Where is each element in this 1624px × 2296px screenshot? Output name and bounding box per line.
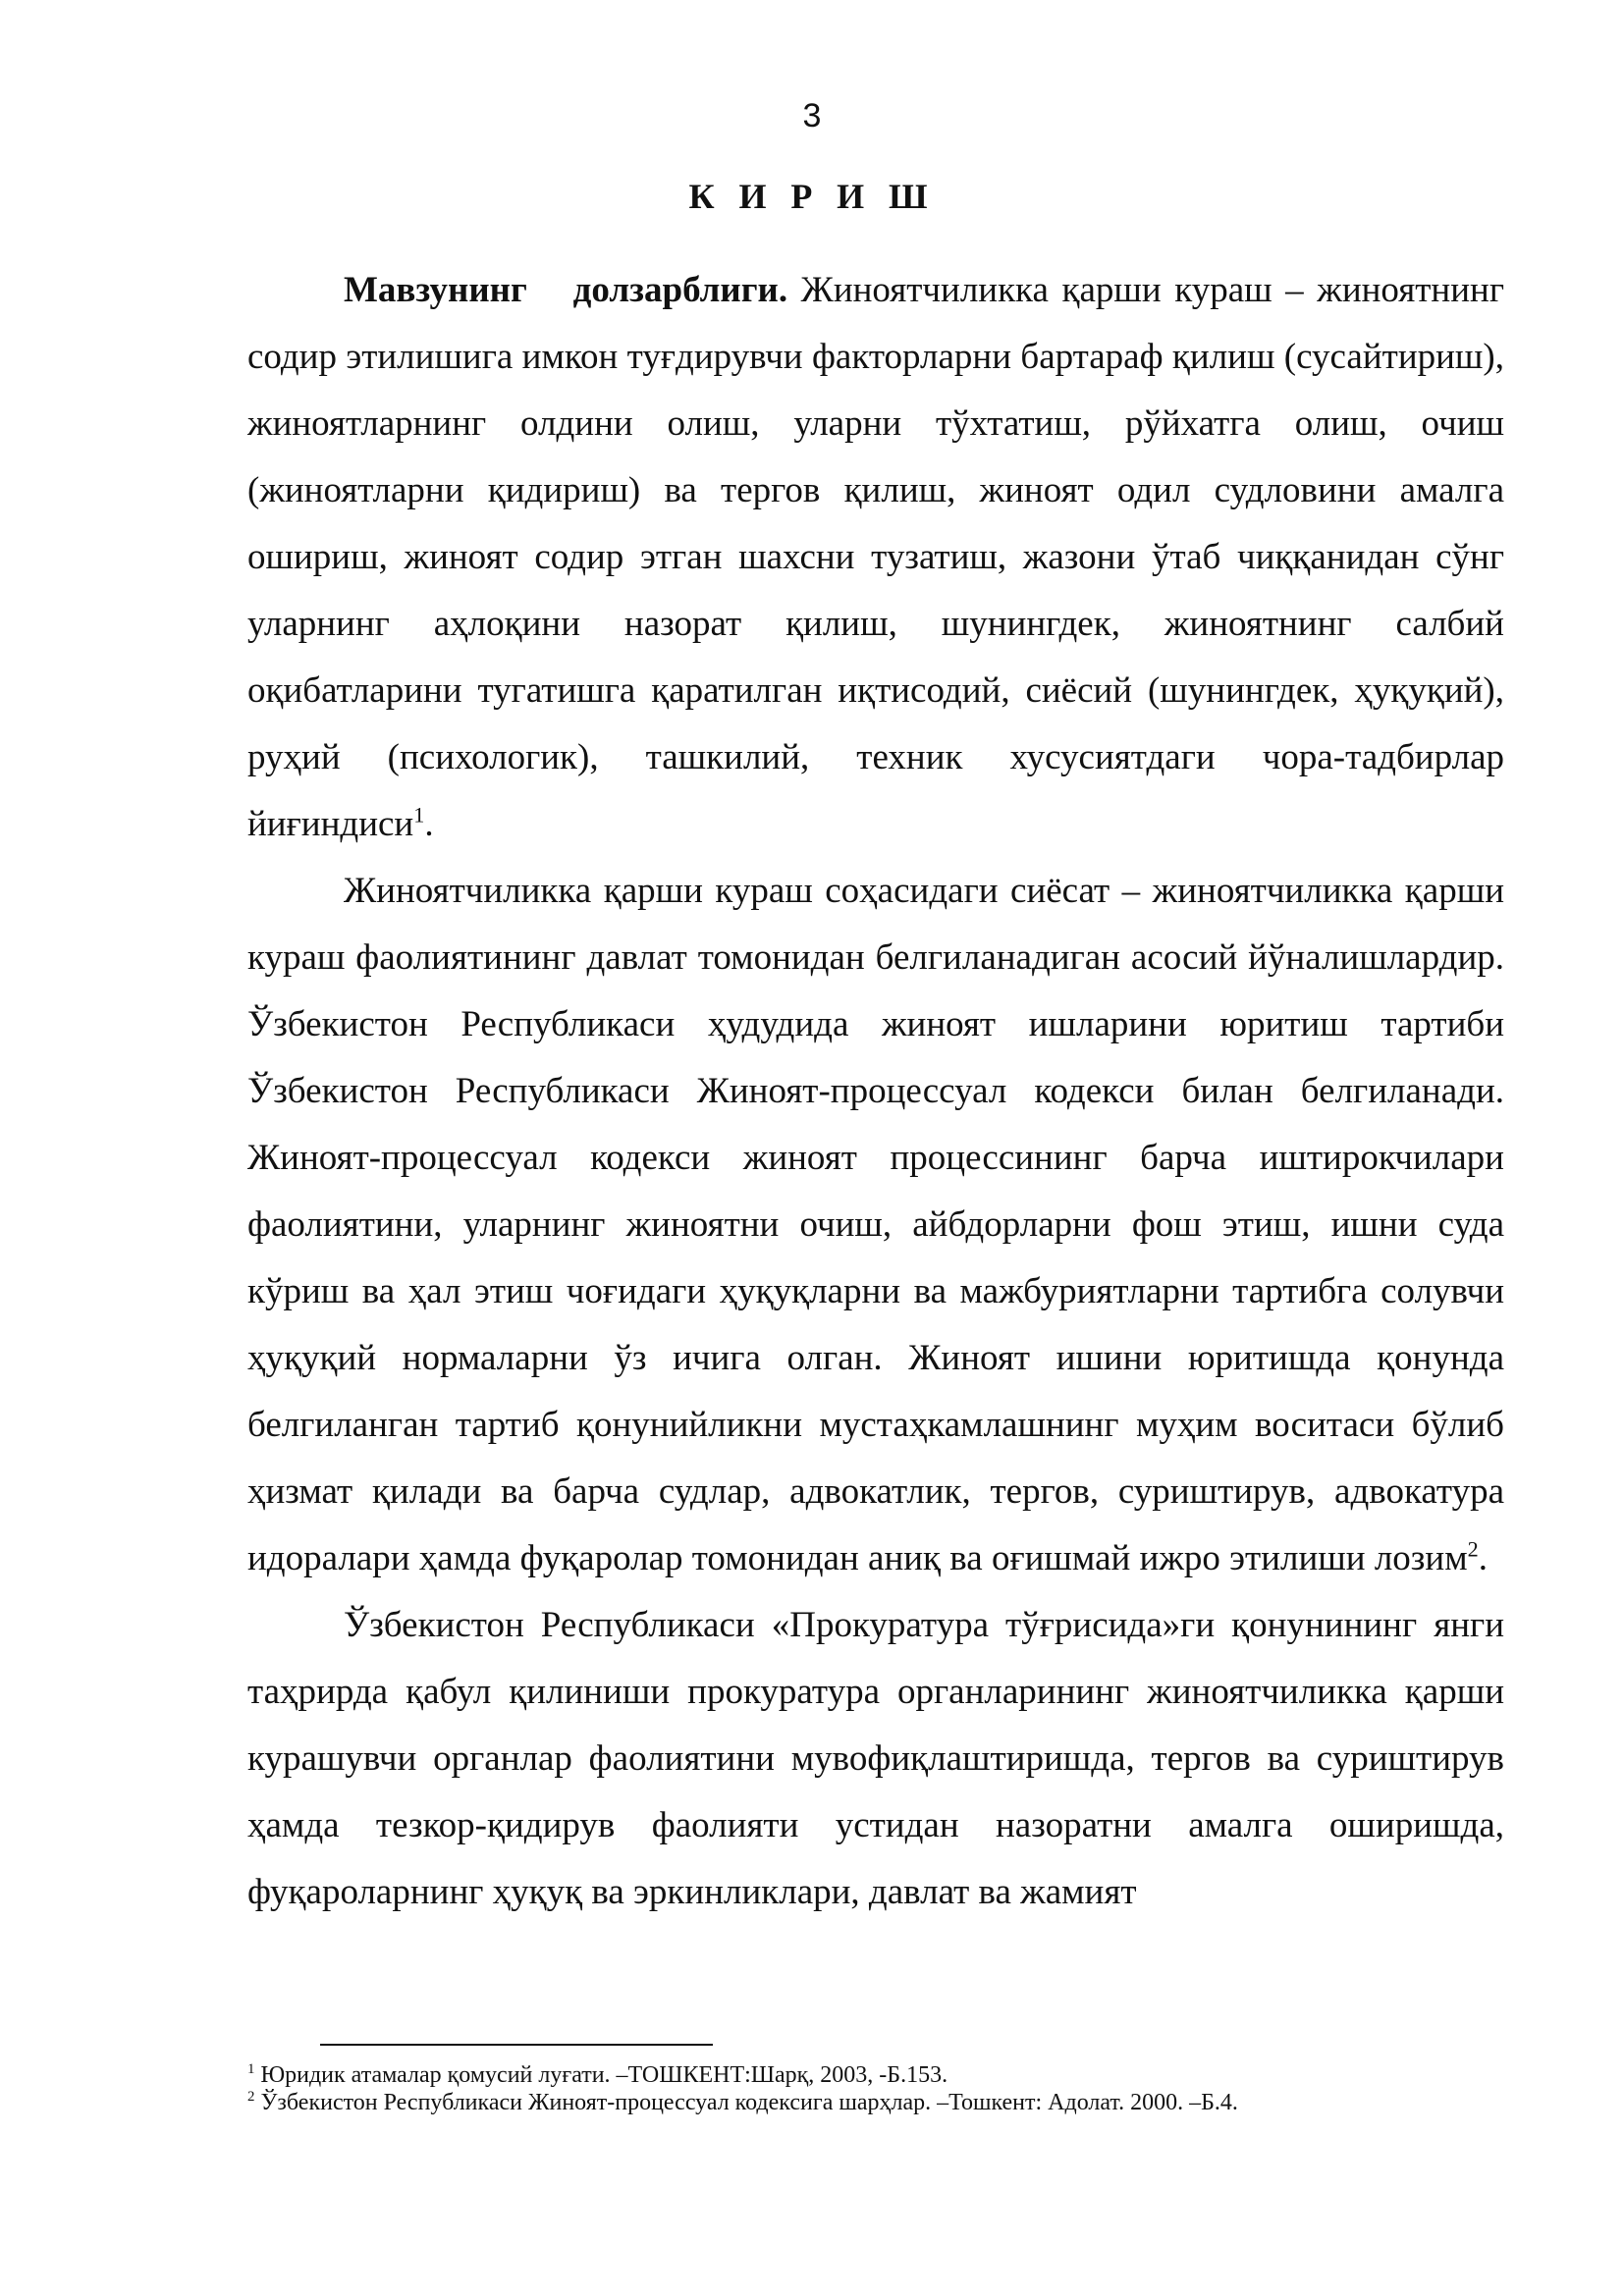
- paragraph-end: .: [424, 804, 434, 844]
- paragraph-1: [247, 257, 1504, 858]
- paragraph-text: Жиноятчиликка қарши кураш соҳасидаги сиёсат – жиноятчиликка қарши кураш фаолиятининг давлат томонидан белгиланадиган асосий йўналишлардир. Ўзбекистон Республикаси ҳудудида жиноят ишларини юритиш тартиби Ўзбекистон Республикаси Жиноят-процессуал кодекси билан белгиланади. Жиноят-процессуал кодекси жиноят процессининг барча иштирокчилари фаолиятини, уларнинг жиноятни очиш, айбдорларни фош этиш, ишни суда кўриш ва ҳал этиш чоғидаги ҳуқуқларни ва мажбуриятларни тартибга солувчи ҳуқуқий нормаларни ўз ичига олган. Жиноят ишини юритишда қонунда белгиланган тартиб қонунийликни мустаҳкамлашнинг муҳим воситаси бўлиб ҳизмат қилади ва барча судлар, адвокатлик, тергов, суриштирув, адвокатура идоралари ҳамда фуқаролар томонидан аниқ ва оғишмай ижро этилиши лозим: [247, 871, 1504, 1578]
- paragraph-2: [247, 858, 1504, 1592]
- footnote-mark: 2: [247, 2089, 255, 2105]
- footnotes: [247, 2061, 1504, 2116]
- paragraph-end: .: [1478, 1538, 1488, 1578]
- footnote-1: [247, 2061, 1504, 2089]
- footnote-text: Ўзбекистон Республикаси Жиноят-процессуал кодексига шарҳлар. –Тошкент: Адолат. 2000. –Б.4.: [254, 2090, 1238, 2115]
- footnote-separator: [320, 2044, 713, 2046]
- page-number: 3: [802, 97, 822, 134]
- footnote-text: Юридик атамалар қомусий луғати. –ТОШКЕНТ:Шарқ, 2003, -Б.153.: [254, 2062, 948, 2088]
- footnote-ref: 2: [1467, 1536, 1479, 1562]
- section-heading: К И Р И Ш: [688, 177, 936, 216]
- footnote-2: [247, 2089, 1504, 2116]
- paragraph-text: Жиноятчиликка қарши кураш – жиноятнинг содир этилишига имкон туғдирувчи факторларни бартараф қилиш (сусайтириш), жиноятларнинг олдини олиш, уларни тўхтатиш, рўйхатга олиш, очиш (жиноятларни қидириш) ва тергов қилиш, жиноят одил судловини амалга ошириш, жиноят содир этган шахсни тузатиш, жазони ўтаб чиққанидан сўнг уларнинг аҳлоқини назорат қилиш, шунингдек, жиноятнинг салбий оқибатларини тугатишга қаратилган иқтисодий, сиёсий (шунингдек, ҳуқуқий), руҳий (психологик), ташкилий, техник хусусиятдаги чора-тадбирлар йиғиндиси: [247, 270, 1504, 844]
- footnote-mark: 1: [247, 2061, 255, 2077]
- paragraph-3: [247, 1592, 1504, 1926]
- paragraph-lead: Мавзунинг долзарблиги.: [344, 270, 788, 310]
- body-text: [247, 257, 1504, 1926]
- footnote-ref: 1: [413, 802, 425, 828]
- paragraph-text: Ўзбекистон Республикаси «Прокуратура тўғрисида»ги қонунининг янги таҳрирда қабул қилиниши прокуратура органларининг жиноятчиликка қарши курашувчи органлар фаолиятини мувофиқлаштиришда, тергов ва суриштирув ҳамда тезкор-қидирув фаолияти устидан назоратни амалга оширишда, фуқароларнинг ҳуқуқ ва эркинликлари, давлат ва жамият: [247, 1605, 1504, 1912]
